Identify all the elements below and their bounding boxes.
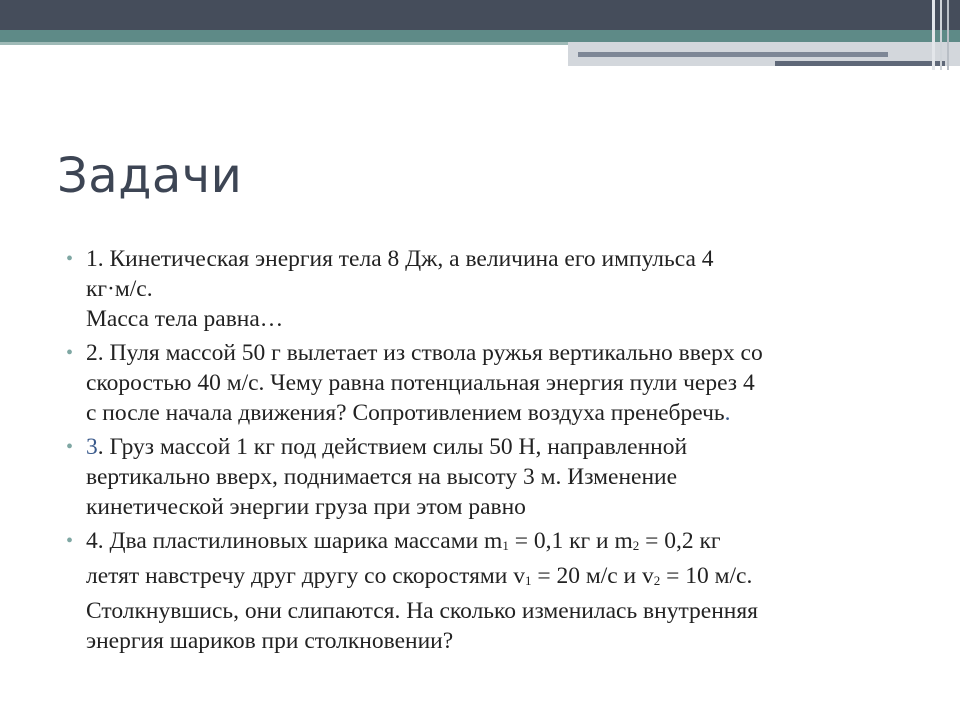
problem-1	[66, 244, 926, 334]
problem-4-line-3: Столкнувшись, они слипаются. На сколько изменилась внутренняя	[86, 598, 758, 624]
problem-3-text-1: . Груз массой 1 кг под действием силы 50 Н, направленной	[97, 434, 688, 460]
problem-4-text-1c: = 0,2 кг	[639, 528, 721, 554]
problem-1-text-1: Кинетическая энергия тела 8 Дж, а величина его импульса 4	[103, 246, 714, 272]
header-vertical-line-3	[947, 0, 949, 70]
problem-2-text-3: с после начала движения? Сопротивлением воздуха пренебречь	[86, 400, 725, 426]
problem-1-line-3: Масса тела равна…	[86, 306, 284, 332]
problem-4-text-1b: = 0,1 кг и m	[508, 528, 633, 554]
problem-4-number: 4.	[86, 528, 104, 554]
problem-2-text-1: Пуля массой 50 г вылетает из ствола ружья вертикально вверх со	[103, 340, 763, 366]
slide-title: Задачи	[57, 148, 243, 204]
problem-1-line-2: кг·м/с.	[86, 276, 153, 302]
problem-4-line-4: энергия шариков при столкновении?	[86, 628, 454, 654]
problem-4-text-2c: = 10 м/с.	[660, 563, 753, 589]
problem-4-line-1	[86, 526, 926, 561]
problem-1-number: 1.	[86, 246, 104, 272]
problem-2	[66, 338, 926, 428]
subscript-1: 1	[524, 573, 532, 588]
bullet-icon: •	[66, 342, 74, 364]
header-vertical-line-2	[940, 0, 942, 70]
problem-3	[66, 432, 926, 522]
problem-3-number: 3	[86, 434, 98, 460]
header-teal-band	[0, 30, 960, 42]
problem-4-text-1a: Два пластилиновых шарика массами m	[103, 528, 503, 554]
bullet-icon: •	[66, 248, 74, 270]
bullet-icon: •	[66, 436, 74, 458]
subscript-2: 2	[632, 538, 640, 553]
header-top-bar	[0, 0, 960, 30]
problem-1-line-1	[86, 244, 926, 274]
problem-4-text-2b: = 20 м/с и v	[531, 563, 654, 589]
header-accent-bar-1	[578, 52, 888, 57]
problem-4-text-2a: летят навстречу друг другу со скоростями v	[86, 563, 525, 589]
problem-list	[66, 244, 926, 660]
subscript-1: 1	[502, 538, 509, 553]
problem-3-line-3: кинетической энергии груза при этом равно	[86, 494, 526, 520]
problem-2-number: 2.	[86, 340, 104, 366]
problem-2-line-3	[86, 398, 926, 428]
problem-3-line-1	[86, 432, 926, 462]
problem-2-line-2: скоростью 40 м/с. Чему равна потенциальная энергия пули через 4	[86, 370, 755, 396]
problem-4-line-2	[86, 561, 926, 596]
problem-3-line-2: вертикально вверх, поднимается на высоту 3 м. Изменение	[86, 464, 678, 490]
subscript-2: 2	[653, 573, 661, 588]
bullet-icon: •	[66, 530, 74, 552]
header-vertical-line-1	[932, 0, 935, 70]
problem-2-line-1	[86, 338, 926, 368]
problem-4	[66, 526, 926, 656]
problem-2-period: .	[724, 400, 731, 426]
header-accent-bar-2	[775, 61, 945, 66]
